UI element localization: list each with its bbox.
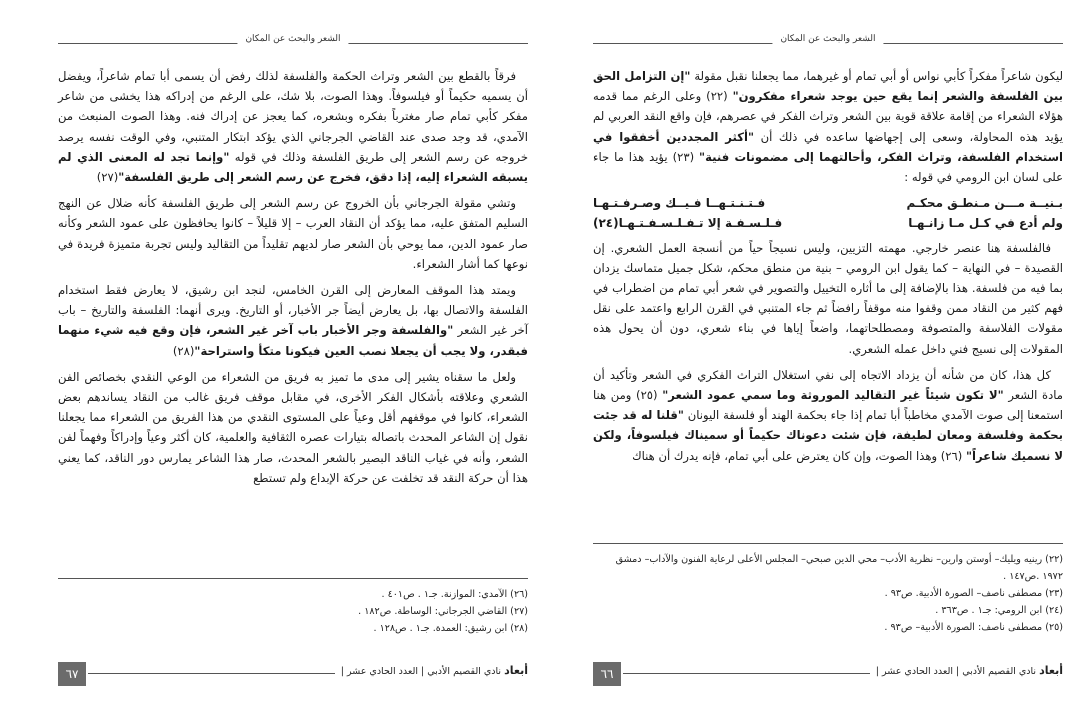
page-number: ٦٦ — [593, 662, 621, 686]
footer-label — [335, 664, 528, 677]
page-66 — [593, 0, 1063, 724]
magazine-logo: أبعاد — [1039, 664, 1063, 677]
quote-text: "أكثر المجددين أخفقوا في استخدام الفلسفة، وتراث الفكر، وأحالتهما إلى مضمونات فنية" — [593, 129, 1064, 164]
footnote: (٢٣) مصطفى ناصف– الصورة الأدبية. ص٩٣ . — [884, 588, 1063, 599]
page-67 — [58, 0, 528, 724]
paragraph — [58, 280, 528, 361]
footnote: (٢٤) ابن الرومي: جـ١ . ص٣٦٣ . — [935, 605, 1063, 616]
footnote: (٢٧) القاضي الجرجاني: الوساطة. ص١٨٢ . — [358, 606, 528, 617]
footnote: (٢٥) مصطفى ناصف: الصورة الأدبية– ص٩٣ . — [884, 622, 1063, 633]
quote-text: "لا تكون شيئاً غير التقاليد الموروثة وما سمي عمود الشعر" — [662, 388, 1004, 403]
footnote-ref: (٢٧) — [96, 170, 119, 185]
footnote: (٢٨) ابن رشيق: العمدة. جـ١ . ص١٢٨ . — [373, 623, 528, 634]
verse-line — [593, 213, 1063, 233]
page-footer — [593, 662, 1063, 686]
footnote: (٢٢) رينيه ويليك– أوستن وارين– نظرية الأدب– محي الدين صبحي– المجلس الأعلى لرعاية الفنون والآداب– دمشق — [615, 554, 1063, 565]
footnote: ١٩٧٢ .ص١٤٧ . — [1003, 571, 1063, 582]
paragraph — [593, 66, 1063, 187]
footnotes — [593, 551, 1063, 636]
paragraph — [593, 365, 1063, 466]
footer-issue: نادي القصيم الأدبي | العدد الحادي عشر | — [875, 666, 1037, 677]
paragraph-text: ويمتد هذا الموقف المعارض إلى القرن الخامس، لنجد ابن رشيق، لا يعارض فقط استخدام الفلسفة والاتصال بها، بل يعارض أيضاً جر الأخبار، أو التاريخ. ويرى أنهما: الفلسفة والتاريخ – باب آخر غير الشعر — [58, 283, 529, 338]
paragraph-text: كل هذا، كان من شأنه أن يزداد الاتجاه إلى نفي استغلال التراث الفكري في الشعر وتأكيد أن مادة الشعر — [593, 367, 1064, 403]
footnote: (٢٦) الآمدي: الموازنة. جـ١ . ص٤٠١ . — [381, 589, 528, 600]
footnote-rule — [593, 543, 1063, 544]
running-head — [593, 34, 1063, 48]
paragraph: فالفلسفة هنا عنصر خارجي. مهمته التزيين، وليس نسيجاً حياً من أنسجة العمل الشعري. إن القصيدة – في النهاية – كما يقول ابن الرومي – بنية من منطق محكم، شكل جميل متماسك يزدان بما فيه من فلسفة. هذا بالإضافة إلى ما أثاره التخييل والتصوير في شعر أبي تمام من اضطراب في فهم كثير من النقاد ممن وقفوا منه موقفاً رافضاً ثم جاء المتنبي في القرن الرابع واعتمد على نقل مقولات الفلاسفة والمتصوفة ومصطلحاتهما، واضعاً إياها في بناء شعري، دون أن يحول هذه المقولات إلى نسيج فني داخل عمله الشعري. — [593, 240, 1063, 356]
footer-issue: نادي القصيم الأدبي | العدد الحادي عشر | — [340, 666, 502, 677]
quote-text: "وإنما تجد له المعنى الذي لم يسبقه الشعراء إليه، إذا دقق، فخرج عن رسم الشعر إلى طريق الفلسفة" — [58, 149, 528, 185]
verse-hemistich: بـنيــة مـــن مـنطـق محكـم — [906, 196, 1063, 211]
running-head — [58, 34, 528, 48]
quote-text: "إن التزامل الحق بين الفلسفة والشعر إنما يقع حين يوجد شعراء مفكرون" — [593, 69, 1063, 104]
paragraph — [58, 66, 528, 187]
quote-text: "قلنا له قد جئت بحكمة وفلسفة ومعان لطيفة، فإن شئت دعوناك حكيماً أو سميناك فيلسوفاً، ولكن لا نسميك شاعراً" — [593, 408, 1063, 463]
footer-label — [870, 664, 1063, 677]
paragraph-text: (٢٥) ومن هنا استمعنا إلى صوت الآمدي مخاطباً أبا تمام إذا جاء بحكمة الهند أو فلسفة اليونان — [593, 388, 1064, 423]
paragraph-text: (٢٦) وهذا الصوت، وإن كان يعترض على أبي تمام، فإنه يدرك أن هناك — [632, 448, 963, 463]
paragraph: ولعل ما سقناه يشير إلى مدى ما تميز به فريق من الشعراء من الوعي النقدي بخصائص الفن الشعري وعلاقته بأشكال الفكر الأخرى، في مقابل موقف فريق غالب من النقاد يساندهم بعض الشعراء، كانوا في موقفهم أقل وعياً على المستوى النقدي من هذا الفريق من الشعراء مما يجعلنا نقول إن الشاعر المحدث باتصاله بتيارات عصره الثقافية والعلمية، كان أكثر وعياً وإدراكاً وفهماً لفن الشعر، وأنه في غياب الناقد البصير بالشعر المحدث، صار هذا الشاعر يمارس دور الناقد، كما يعني هذا أن حركة النقد قد تخلفت عن حركة الإبداع ولم تستطع — [58, 369, 528, 485]
running-head-title: الشعر والبحث عن المكان — [772, 34, 883, 44]
body-text — [593, 66, 1063, 472]
verse-hemistich: فـتـنـتـهــا فـيــك وصـرفـتـهـا — [593, 196, 766, 211]
paragraph-text: فرقاً بالقطع بين الشعر وتراث الحكمة والفلسفة لذلك رفض أن يسمى أبا تمام شاعراً، ويفضل أن يسميه حكيماً أو فيلسوفاً. وهذا الصوت، بلا شك، على الرغم من إدراكه هذا يخشى من شاعر مفكر كأبي تمام صار مغترباً بفكره وبشعره، كما يعجز عن إدراك فنه. وهذا الصوت المنبعث من الآمدي، قد وجد صدى عند القاضي الجرجاني الذي يؤكد ابتكار المتنبي، وفي الوقت نفسه يرصد خروجه عن رسم الشعر إلى طريق الفلسفة وذلك في قوله — [58, 69, 528, 164]
footnote-rule — [58, 578, 528, 579]
paragraph-text: (٢٣) يؤيد هذا ما جاء على لسان ابن الرومي في قوله : — [593, 149, 1063, 185]
verse-line — [593, 193, 1063, 213]
page-number: ٦٧ — [58, 662, 86, 686]
paragraph: وتشي مقولة الجرجاني بأن الخروج عن رسم الشعر إلى طريق الفلسفة كأنه ضلال عن النهج السليم المتفق عليه، مما يؤكد أن النقاد العرب – إلا قليلاً – كانوا يحافظون على عمود الشعر وكأنه صار عمود الدين، مما يوحي بأن الشعر صار لديهم تقليداً من التقاليد وليس تجربة متميزة فريدة في نوعها كما أشار الشعراء. — [58, 196, 528, 271]
magazine-logo: أبعاد — [504, 664, 528, 677]
body-text — [58, 66, 528, 494]
page-footer — [58, 662, 528, 686]
verse-hemistich: فـلـسـفـة إلا تـفـلـسـفـتـهـا(٢٤) — [593, 216, 783, 231]
footnotes — [58, 586, 528, 637]
paragraph-text: ليكون شاعراً مفكراً كأبي نواس أو أبي تمام أو غيرهما، مما يجعلنا نقبل مقولة — [694, 69, 1064, 83]
verse-hemistich: ولم أدع في كـل مـا زانـهـا — [908, 216, 1063, 231]
running-head-title: الشعر والبحث عن المكان — [237, 34, 348, 44]
verse — [593, 193, 1063, 233]
footnote-ref: (٢٨) — [172, 343, 195, 358]
quote-text: "والفلسفة وجر الأخبار باب آخر غير الشعر، فإن وقع فيه شيء منهما فبقدر، ولا يجب أن يجعلا نصب العين فيكونا متكأ واستراحة" — [58, 323, 528, 358]
paragraph-text: (٢٢) وعلى الرغم مما قدمه هؤلاء الشعراء من إقامة علاقة قوية بين الشعر وتراث الفكر في عصرهم، فإن واقع النقد العربي لم يؤيد هذه المحاولة، وسعى إلى إجهاضها ساعده في ذلك أن — [593, 89, 1063, 144]
